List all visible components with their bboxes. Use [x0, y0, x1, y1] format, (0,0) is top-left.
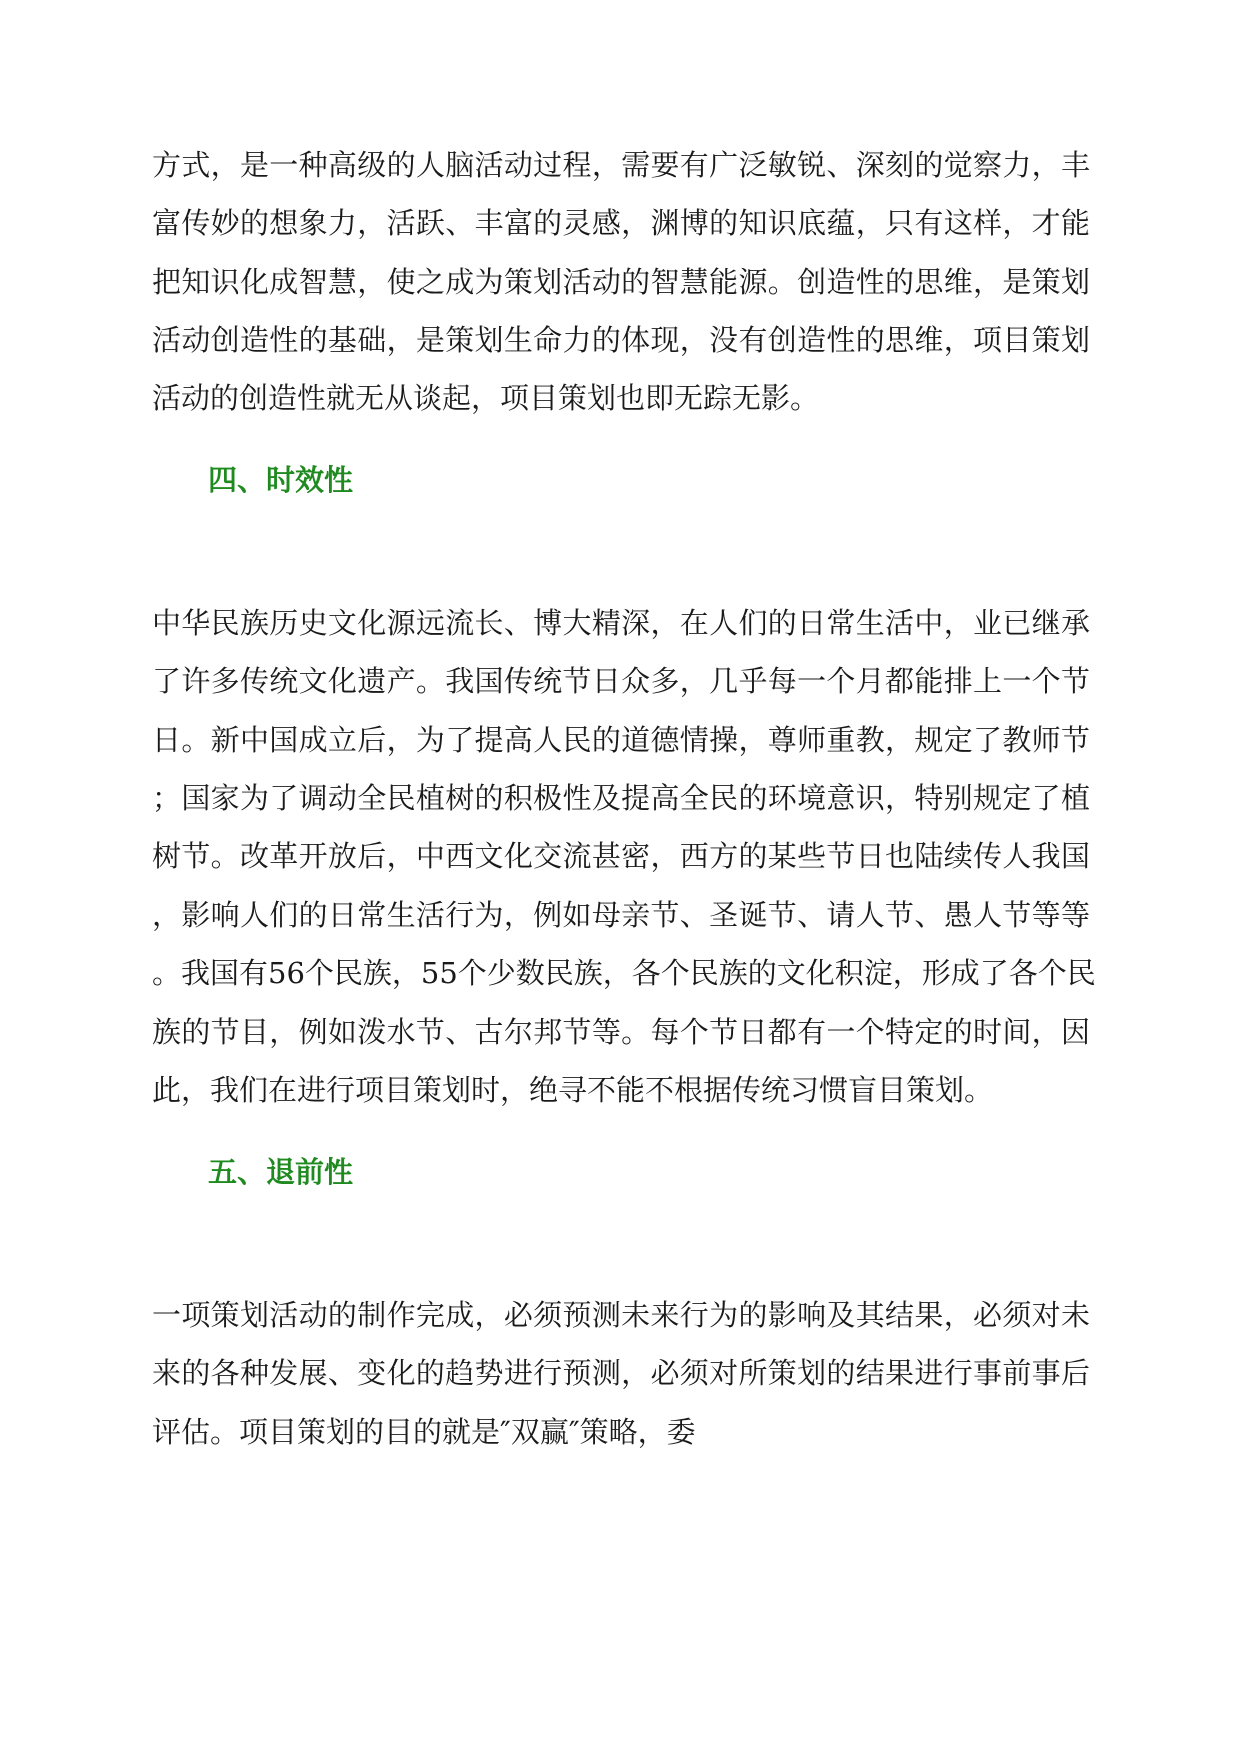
text-line: 此，我们在进行项目策划时，绝寻不能不根据传统习惯盲目策划。 — [152, 1073, 994, 1107]
text-line: 一项策划活动的制作完成，必须预测未来行为的影响及其结果，必须对未 — [152, 1298, 1090, 1332]
text-line: 把知识化成智慧，使之成为策划活动的智慧能源。创造性的思维，是策划 — [152, 265, 1090, 299]
text-line: ，影响人们的日常生活行为，例如母亲节、圣诞节、请人节、愚人节等等 — [152, 898, 1090, 932]
text-line: 了许多传统文化遗产。我国传统节日众多，几乎每一个月都能排上一个节 — [152, 664, 1090, 698]
text-line: 族的节目，例如泼水节、古尔邦节等。每个节日都有一个特定的时间，因 — [152, 1015, 1090, 1049]
text-line: ；国家为了调动全民植树的积极性及提高全民的环境意识，特别规定了植 — [152, 781, 1090, 815]
section-heading-timeliness: 四、时效性 — [208, 463, 354, 497]
text-line: 评估。项目策划的目的就是″双赢″策略，委 — [152, 1415, 696, 1449]
text-line: 树节。改革开放后，中西文化交流甚密，西方的某些节日也陆续传人我国 — [152, 839, 1090, 873]
text-line: 方式，是一种高级的人脑活动过程，需要有广泛敏锐、深刻的觉察力，丰 — [152, 148, 1090, 182]
text-line: 来的各种发展、变化的趋势进行预测，必须对所策划的结果进行事前事后 — [152, 1356, 1090, 1390]
section-heading-foresight: 五、退前性 — [208, 1155, 354, 1189]
text-line: 日。新中国成立后，为了提高人民的道德情操，尊师重教，规定了教师节 — [152, 723, 1090, 757]
text-line: 富传妙的想象力，活跃、丰富的灵感，渊博的知识底蕴，只有这样，才能 — [152, 206, 1090, 240]
text-line: 。我国有56个民族，55个少数民族，各个民族的文化积淀，形成了各个民 — [152, 956, 1096, 990]
text-line: 活动创造性的基础，是策划生命力的体现，没有创造性的思维，项目策划 — [152, 323, 1090, 357]
text-line: 活动的创造性就无从谈起，项目策划也即无踪无影。 — [152, 381, 820, 415]
text-line: 中华民族历史文化源远流长、博大精深，在人们的日常生活中，业已继承 — [152, 606, 1090, 640]
